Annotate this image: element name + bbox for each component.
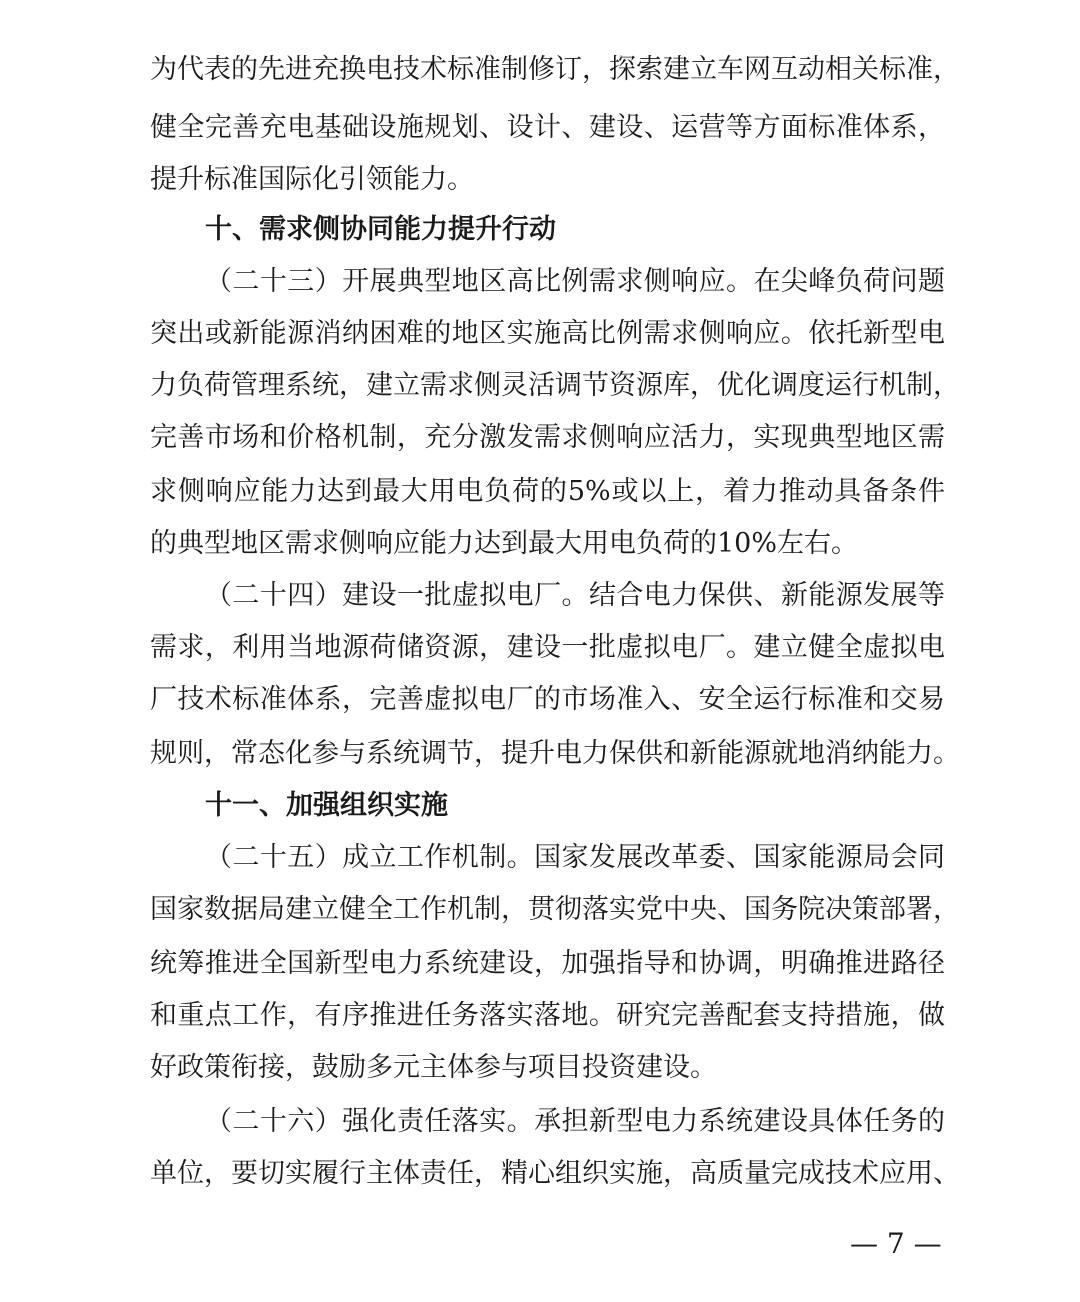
paragraph-line: 统筹推进全国新型电力系统建设，加强指导和协调，明确推进路径 bbox=[150, 948, 945, 979]
paragraph-line: 单位，要切实履行主体责任，精心组织实施，高质量完成技术应用、 bbox=[150, 1158, 960, 1189]
item-lead: （二十三）开展典型地区高比例需求侧响应。 bbox=[205, 266, 754, 297]
paragraph-line: 和重点工作，有序推进任务落实落地。研究完善配套支持措施，做 bbox=[150, 1000, 945, 1031]
section-heading: 十一、加强组织实施 bbox=[205, 790, 448, 821]
paragraph-line: 为代表的先进充换电技术标准制修订，探索建立车网互动相关标准， bbox=[150, 54, 960, 85]
paragraph-line: 健全完善充电基础设施规划、设计、建设、运营等方面标准体系， bbox=[150, 112, 945, 143]
item-text: 国家发展改革委、国家能源局会同 bbox=[534, 842, 946, 873]
paragraph-line: 完善市场和价格机制，充分激发需求侧响应活力，实现典型地区需 bbox=[150, 422, 945, 453]
item-text: 在尖峰负荷问题 bbox=[753, 266, 946, 297]
item-lead: （二十五）成立工作机制。 bbox=[205, 842, 535, 873]
paragraph-line: 好政策衔接，鼓励多元主体参与项目投资建设。 bbox=[150, 1052, 717, 1083]
paragraph-line: 求侧响应能力达到最大用电负荷的5%或以上，着力推动具备条件 bbox=[150, 476, 945, 507]
paragraph-line: 提升标准国际化引领能力。 bbox=[150, 164, 474, 195]
paragraph-line: 规则，常态化参与系统调节，提升电力保供和新能源就地消纳能力。 bbox=[150, 738, 960, 769]
paragraph-first-line bbox=[205, 1098, 945, 1146]
paragraph-line: 力负荷管理系统，建立需求侧灵活调节资源库，优化调度运行机制， bbox=[150, 370, 960, 401]
paragraph-line: 突出或新能源消纳困难的地区实施高比例需求侧响应。依托新型电 bbox=[150, 318, 945, 349]
item-lead: （二十四）建设一批虚拟电厂。 bbox=[205, 580, 589, 611]
paragraph-first-line bbox=[205, 572, 945, 620]
item-lead: （二十六）强化责任落实。 bbox=[205, 1106, 535, 1137]
paragraph-first-line bbox=[205, 834, 945, 882]
item-text: 承担新型电力系统建设具体任务的 bbox=[534, 1106, 946, 1137]
page-number: — 7 — bbox=[850, 1227, 942, 1260]
paragraph-line: 的典型地区需求侧响应能力达到最大用电负荷的10%左右。 bbox=[150, 528, 859, 559]
section-heading: 十、需求侧协同能力提升行动 bbox=[205, 214, 556, 245]
paragraph-line: 国家数据局建立健全工作机制，贯彻落实党中央、国务院决策部署， bbox=[150, 894, 960, 925]
paragraph-line: 需求，利用当地源荷储资源，建设一批虚拟电厂。建立健全虚拟电 bbox=[150, 632, 945, 663]
paragraph-first-line bbox=[205, 258, 945, 306]
paragraph-line: 厂技术标准体系，完善虚拟电厂的市场准入、安全运行标准和交易 bbox=[150, 684, 945, 715]
item-text: 结合电力保供、新能源发展等 bbox=[588, 580, 946, 611]
